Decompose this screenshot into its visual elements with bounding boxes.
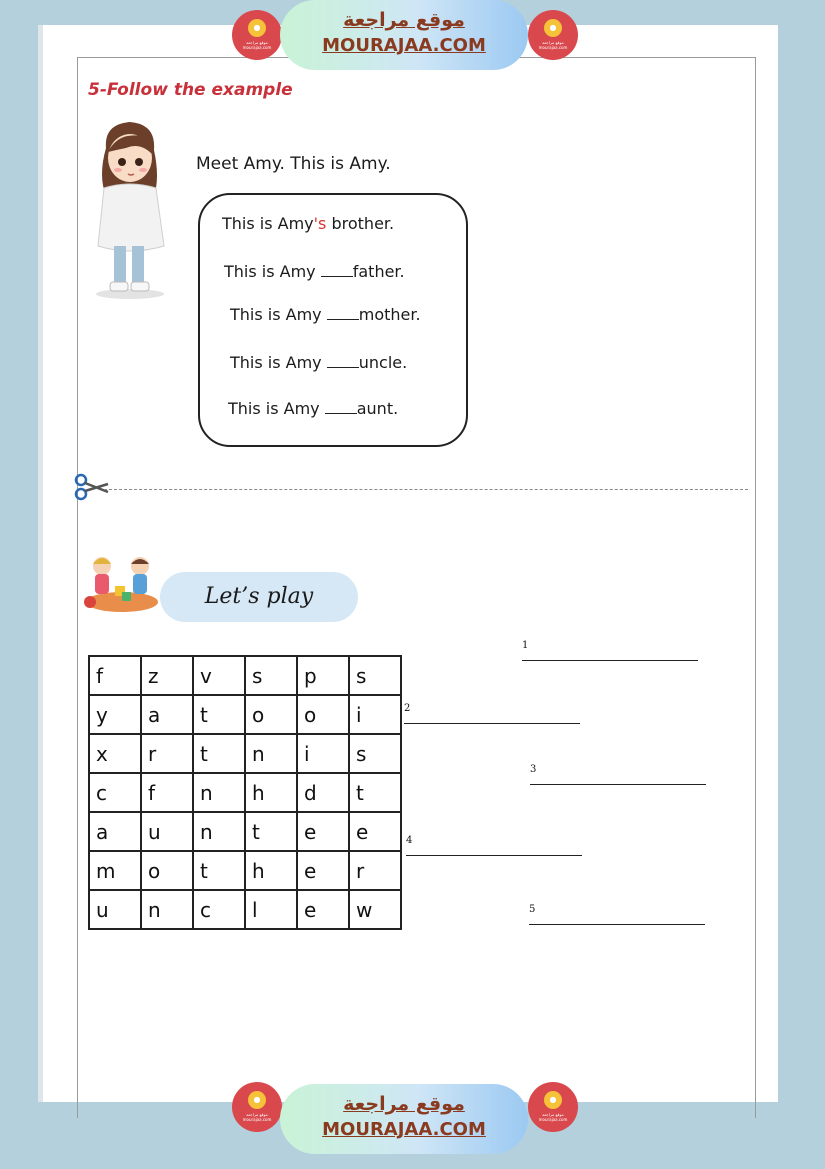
grid-row — [89, 773, 401, 812]
grid-cell[interactable]: o — [297, 695, 349, 734]
answer-blank[interactable] — [327, 353, 359, 368]
answer-line-1[interactable]: 1 — [522, 646, 698, 661]
grid-cell[interactable]: e — [297, 851, 349, 890]
logo-badge-left-bottom: ● موقع مراجعة mourajaa.com — [232, 1082, 282, 1132]
grid-cell[interactable]: t — [193, 695, 245, 734]
example-sentence: This is Amy's brother. — [222, 214, 395, 233]
banner-site-link[interactable]: MOURAJAA.COM — [322, 35, 486, 56]
grid-cell[interactable]: a — [89, 812, 141, 851]
logo-icon: ● — [544, 1091, 562, 1109]
banner-arabic-title: موقع مراجعة — [343, 9, 465, 31]
intro-sentence: Meet Amy. This is Amy. — [196, 154, 391, 174]
grid-cell[interactable]: n — [245, 734, 297, 773]
banner-arabic-title: موقع مراجعة — [343, 1093, 465, 1115]
amy-illustration — [84, 118, 176, 300]
banner-site-link[interactable]: MOURAJAA.COM — [322, 1119, 486, 1140]
logo-badge-left-top: ● موقع مراجعة mourajaa.com — [232, 10, 282, 60]
grid-cell[interactable]: n — [193, 812, 245, 851]
logo-badge-right-bottom: ● موقع مراجعة mourajaa.com — [528, 1082, 578, 1132]
grid-cell[interactable]: n — [193, 773, 245, 812]
answer-blank[interactable] — [321, 262, 353, 277]
possessive-example: 's — [313, 214, 327, 233]
grid-row — [89, 812, 401, 851]
grid-row — [89, 695, 401, 734]
grid-cell[interactable]: c — [89, 773, 141, 812]
exercise-heading: 5-Follow the example — [88, 80, 293, 100]
grid-cell[interactable]: i — [349, 695, 401, 734]
grid-row — [89, 656, 401, 695]
grid-cell[interactable]: e — [297, 890, 349, 929]
grid-cell[interactable]: s — [349, 734, 401, 773]
grid-cell[interactable]: t — [349, 773, 401, 812]
answer-line-4[interactable]: 4 — [406, 841, 582, 856]
answer-line-2[interactable]: 2 — [404, 709, 580, 724]
grid-cell[interactable]: e — [297, 812, 349, 851]
sentence-item: This is Amy father. — [224, 262, 405, 281]
grid-row — [89, 851, 401, 890]
header-banner[interactable] — [280, 0, 528, 70]
answer-line-5[interactable]: 5 — [529, 910, 705, 925]
grid-cell[interactable]: h — [245, 773, 297, 812]
grid-cell[interactable]: o — [141, 851, 193, 890]
grid-cell[interactable]: y — [89, 695, 141, 734]
logo-icon: ● — [248, 1091, 266, 1109]
grid-cell[interactable]: s — [349, 656, 401, 695]
grid-cell[interactable]: i — [297, 734, 349, 773]
grid-row — [89, 890, 401, 929]
grid-cell[interactable]: t — [193, 734, 245, 773]
grid-cell[interactable]: a — [141, 695, 193, 734]
sentence-item: This is Amy aunt. — [228, 399, 399, 418]
grid-cell[interactable]: f — [141, 773, 193, 812]
footer-banner[interactable] — [280, 1084, 528, 1154]
grid-cell[interactable]: n — [141, 890, 193, 929]
logo-icon: ● — [248, 19, 266, 37]
answer-blank[interactable] — [327, 305, 359, 320]
grid-cell[interactable]: o — [245, 695, 297, 734]
sentence-item: This is Amy uncle. — [230, 353, 408, 372]
scissors-icon — [74, 472, 110, 502]
grid-cell[interactable]: f — [89, 656, 141, 695]
grid-cell[interactable]: u — [89, 890, 141, 929]
grid-cell[interactable]: p — [297, 656, 349, 695]
grid-cell[interactable]: v — [193, 656, 245, 695]
sentence-item: This is Amy mother. — [230, 305, 421, 324]
cut-line — [104, 489, 748, 490]
lets-play-title: Let’s play — [160, 572, 358, 622]
grid-cell[interactable]: r — [141, 734, 193, 773]
grid-cell[interactable]: r — [349, 851, 401, 890]
kids-playing-illustration — [82, 552, 160, 614]
grid-cell[interactable]: z — [141, 656, 193, 695]
grid-cell[interactable]: d — [297, 773, 349, 812]
grid-cell[interactable]: e — [349, 812, 401, 851]
grid-cell[interactable]: h — [245, 851, 297, 890]
grid-row — [89, 734, 401, 773]
logo-badge-right-top: ● موقع مراجعة mourajaa.com — [528, 10, 578, 60]
answer-blank[interactable] — [325, 399, 357, 414]
answer-line-3[interactable]: 3 — [530, 770, 706, 785]
grid-cell[interactable]: t — [245, 812, 297, 851]
logo-icon: ● — [544, 19, 562, 37]
word-search-grid — [88, 655, 402, 930]
grid-cell[interactable]: s — [245, 656, 297, 695]
grid-cell[interactable]: t — [193, 851, 245, 890]
grid-cell[interactable]: x — [89, 734, 141, 773]
grid-cell[interactable]: l — [245, 890, 297, 929]
grid-cell[interactable]: m — [89, 851, 141, 890]
grid-cell[interactable]: u — [141, 812, 193, 851]
grid-cell[interactable]: c — [193, 890, 245, 929]
grid-cell[interactable]: w — [349, 890, 401, 929]
